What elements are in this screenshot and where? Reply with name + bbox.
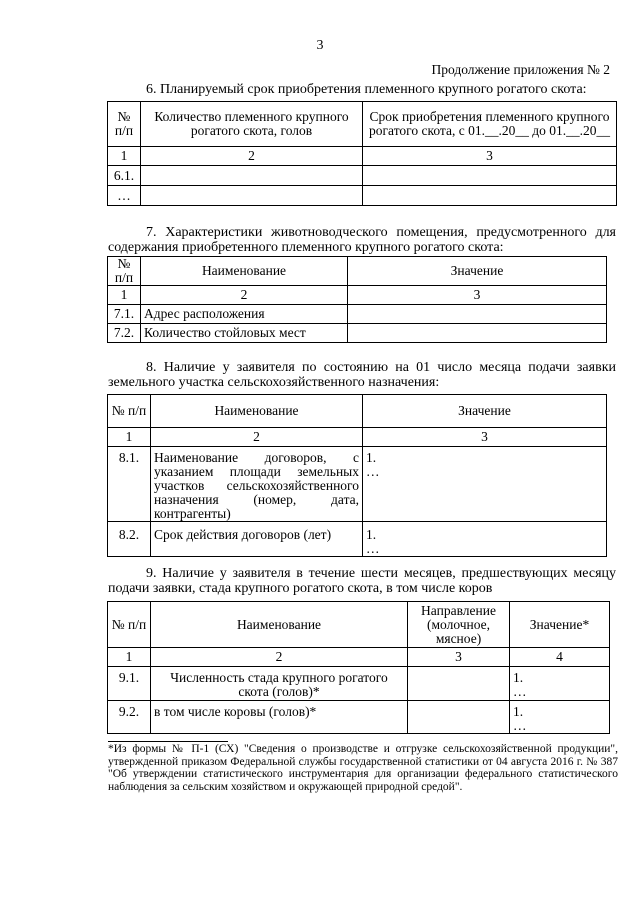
index-cell: 4 bbox=[510, 648, 610, 667]
value-cell bbox=[348, 324, 607, 343]
name-cell: Адрес расположения bbox=[141, 305, 348, 324]
value-ellipsis: … bbox=[513, 684, 527, 699]
index-cell: 1 bbox=[108, 286, 141, 305]
index-cell: 3 bbox=[408, 648, 510, 667]
value-cell bbox=[510, 667, 610, 701]
section-9-table bbox=[107, 601, 610, 734]
page-number: 3 bbox=[316, 38, 324, 53]
index-cell: 1 bbox=[108, 648, 151, 667]
header-value: Значение bbox=[348, 257, 607, 286]
value-line: 1. bbox=[513, 670, 524, 685]
value-ellipsis: … bbox=[366, 464, 380, 479]
name-cell: Срок действия договоров (лет) bbox=[151, 522, 363, 557]
section-7-heading: 7. Характеристики животноводческого помещения, предусмотренного для содержания приобретенного племенного крупного рогатого скота: bbox=[108, 225, 616, 255]
header-name: Наименование bbox=[141, 257, 348, 286]
header-direction: Направление (молочное, мясное) bbox=[408, 602, 510, 648]
name-cell: Количество стойловых мест bbox=[141, 324, 348, 343]
period-cell bbox=[363, 186, 617, 206]
header-num: № п/п bbox=[108, 395, 151, 428]
section-6-table bbox=[107, 101, 617, 206]
value-line: 1. bbox=[366, 450, 377, 465]
row-number: … bbox=[108, 186, 141, 206]
value-cell bbox=[363, 522, 607, 557]
row-number: 7.2. bbox=[108, 324, 141, 343]
quantity-cell bbox=[141, 166, 363, 186]
value-line: 1. bbox=[513, 704, 524, 719]
section-6-heading: 6. Планируемый срок приобретения племенного крупного рогатого скота: bbox=[146, 82, 587, 97]
row-number: 9.2. bbox=[108, 701, 151, 734]
value-cell bbox=[348, 305, 607, 324]
row-number: 9.1. bbox=[108, 667, 151, 701]
header-quantity: Количество племенного крупного рогатого скота, голов bbox=[141, 102, 363, 147]
header-value: Значение bbox=[363, 395, 607, 428]
index-cell: 2 bbox=[141, 147, 363, 166]
index-cell: 1 bbox=[108, 428, 151, 447]
header-name: Наименование bbox=[151, 395, 363, 428]
quantity-cell bbox=[141, 186, 363, 206]
index-cell: 2 bbox=[141, 286, 348, 305]
row-number: 8.2. bbox=[108, 522, 151, 557]
continuation-label: Продолжение приложения № 2 bbox=[431, 62, 610, 77]
name-cell: в том числе коровы (голов)* bbox=[151, 701, 408, 734]
header-num: № п/п bbox=[108, 102, 141, 147]
index-cell: 1 bbox=[108, 147, 141, 166]
direction-cell bbox=[408, 701, 510, 734]
value-line: 1. bbox=[366, 527, 377, 542]
section-7-table bbox=[107, 256, 607, 343]
header-num: № п/п bbox=[108, 602, 151, 648]
value-ellipsis: … bbox=[513, 718, 527, 733]
index-cell: 3 bbox=[363, 428, 607, 447]
value-ellipsis: … bbox=[366, 541, 380, 556]
index-cell: 2 bbox=[151, 648, 408, 667]
direction-cell bbox=[408, 667, 510, 701]
period-cell bbox=[363, 166, 617, 186]
footnote-divider bbox=[108, 741, 228, 742]
value-cell bbox=[363, 447, 607, 522]
index-cell: 3 bbox=[348, 286, 607, 305]
index-cell: 2 bbox=[151, 428, 363, 447]
index-cell: 3 bbox=[363, 147, 617, 166]
value-cell bbox=[510, 701, 610, 734]
section-8-table bbox=[107, 394, 607, 557]
name-cell: Численность стада крупного рогатого скота (голов)* bbox=[151, 667, 408, 701]
header-num: № п/п bbox=[108, 257, 141, 286]
row-number: 8.1. bbox=[108, 447, 151, 522]
name-cell: Наименование договоров, с указанием площади земельных участков сельскохозяйственного назначения (номер, дата, контрагенты) bbox=[151, 447, 363, 522]
row-number: 7.1. bbox=[108, 305, 141, 324]
header-value: Значение* bbox=[510, 602, 610, 648]
header-name: Наименование bbox=[151, 602, 408, 648]
footnote: *Из формы № П-1 (СХ) "Сведения о производстве и отгрузке сельскохозяйственной продукции", утвержденной приказом Федеральной службы государственной статистики от 04 августа 2016 г. № 387 "Об утверждении статистического инструментария для организации федерального статистического наблюдения за сельским хозяйством и окружающей природной средой". bbox=[108, 743, 618, 793]
section-9-heading: 9. Наличие у заявителя в течение шести месяцев, предшествующих месяцу подачи заявки, стада крупного рогатого скота, в том числе коров bbox=[108, 566, 616, 596]
header-period: Срок приобретения племенного крупного рогатого скота, с 01.__.20__ до 01.__.20__ bbox=[363, 102, 617, 147]
section-8-heading: 8. Наличие у заявителя по состоянию на 01 число месяца подачи заявки земельного участка сельскохозяйственного назначения: bbox=[108, 360, 616, 390]
row-number: 6.1. bbox=[108, 166, 141, 186]
